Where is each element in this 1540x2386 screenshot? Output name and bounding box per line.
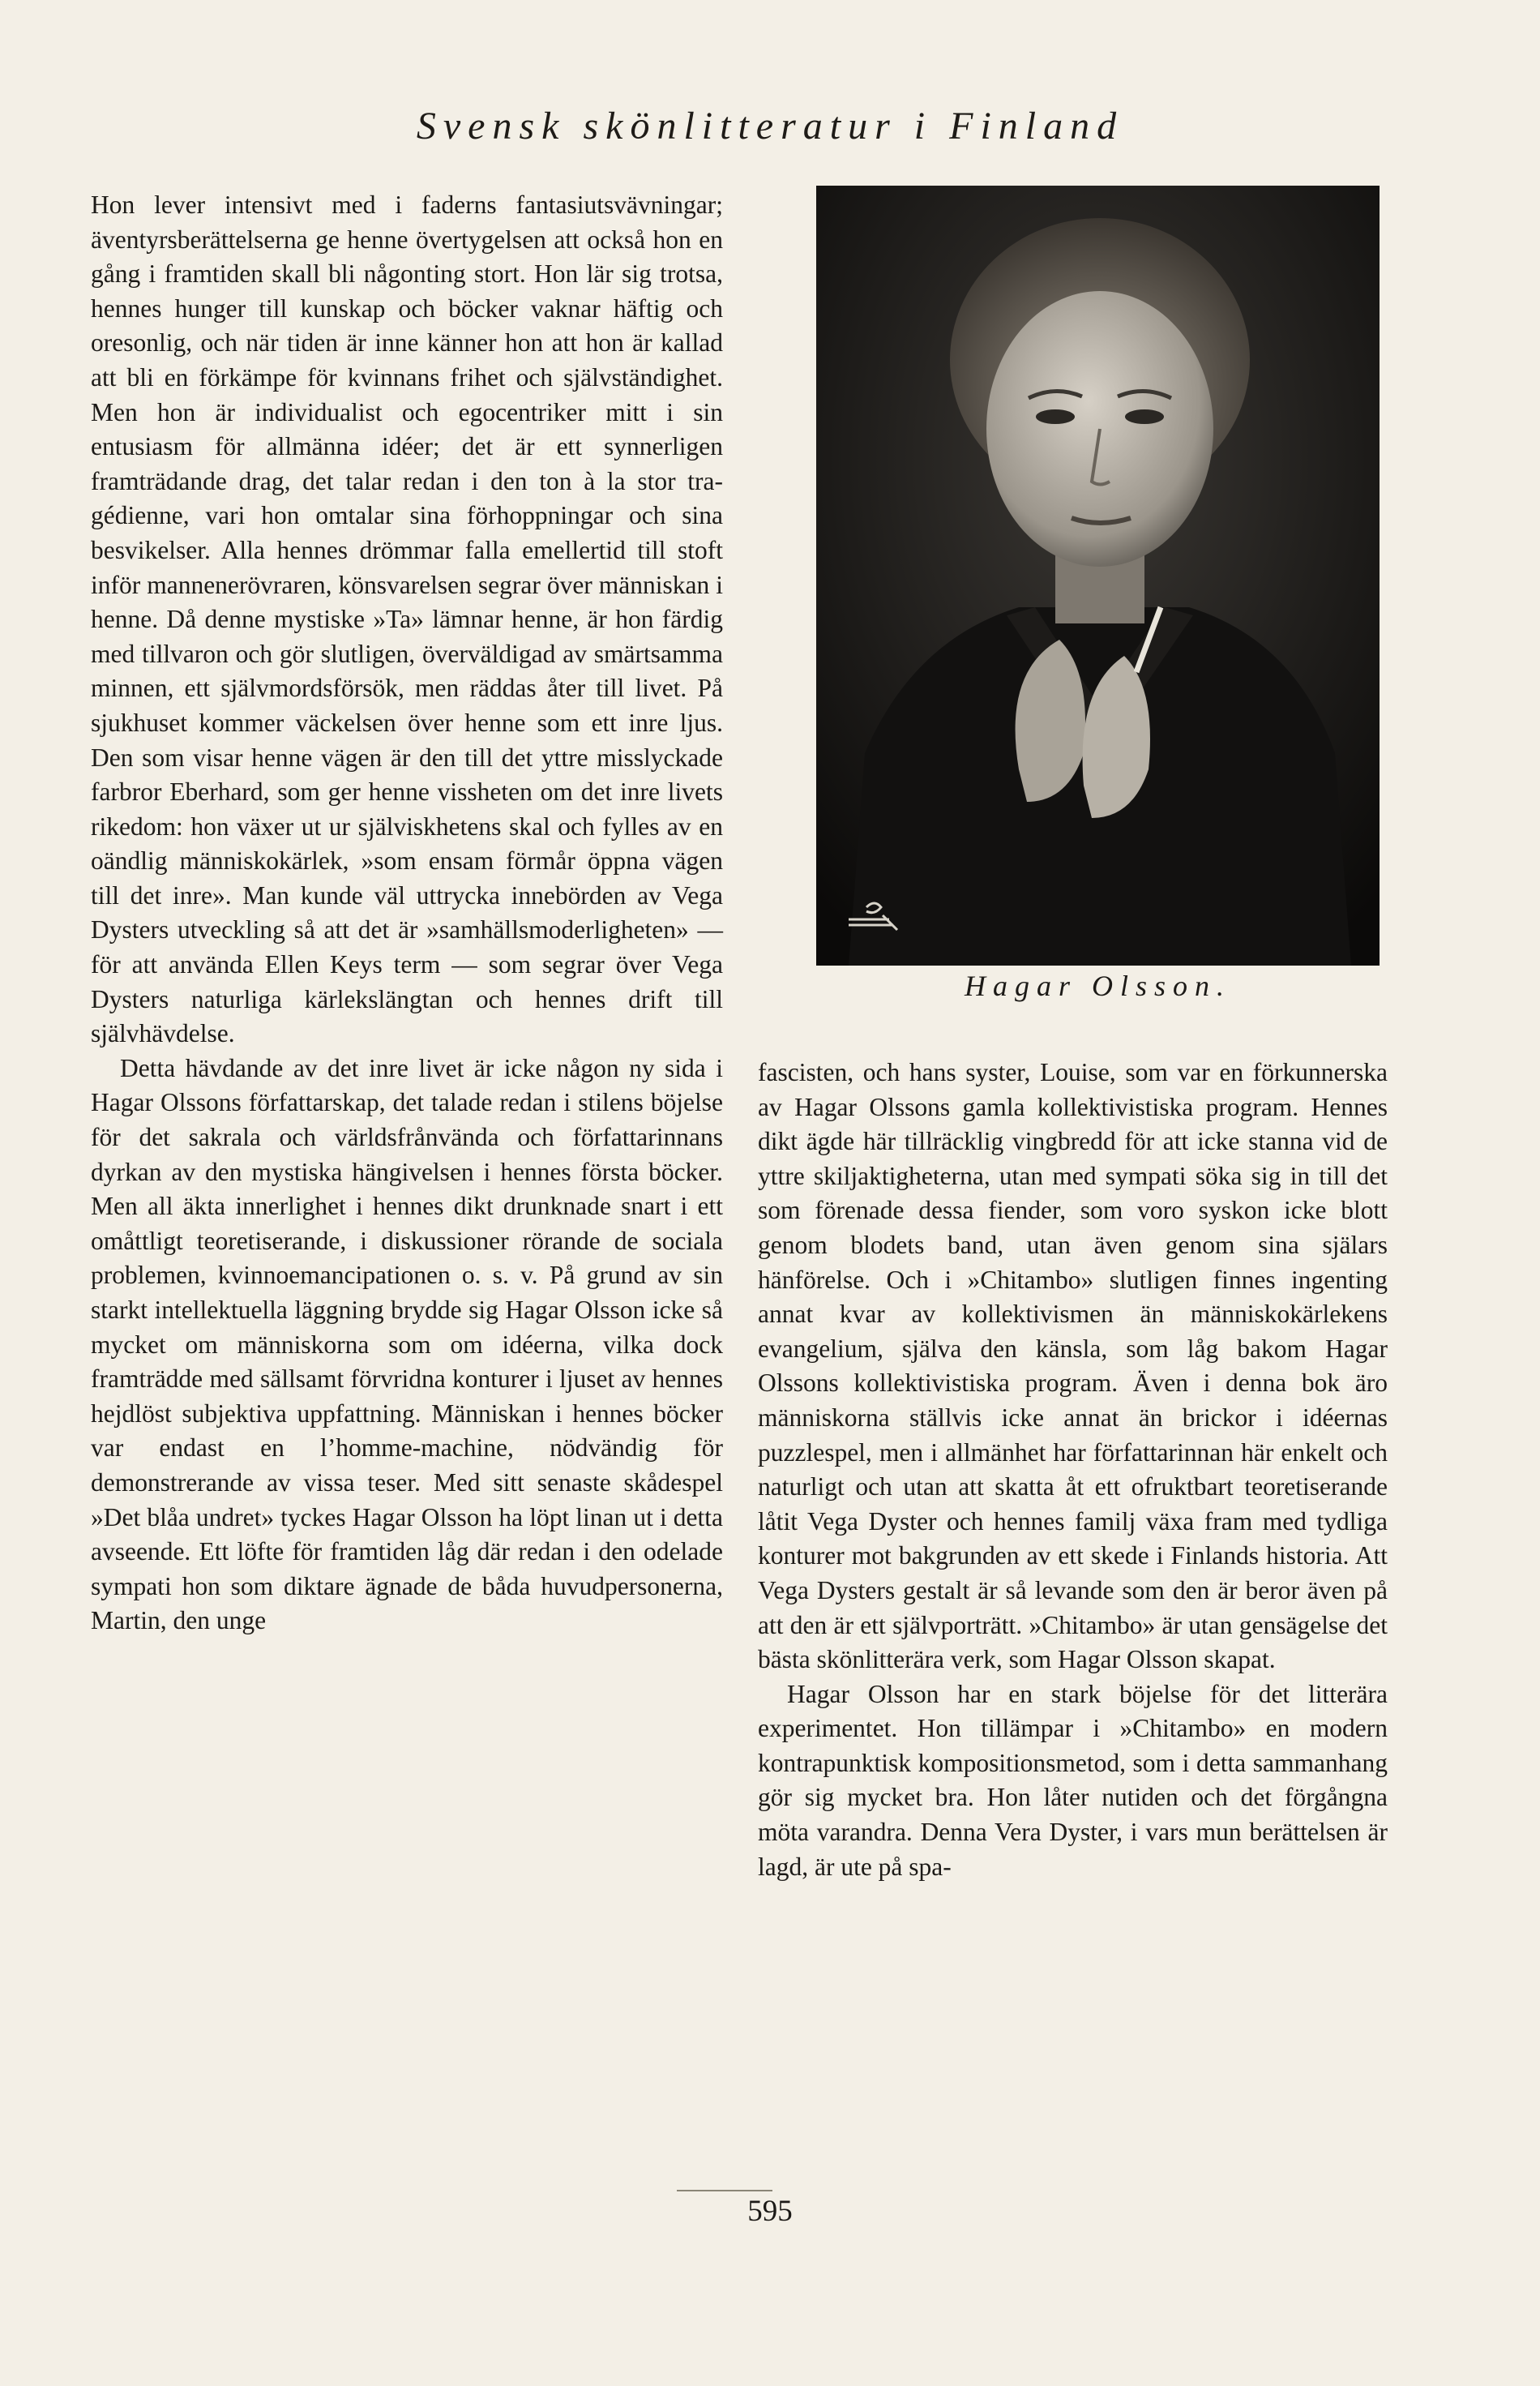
running-header: Svensk skönlitteratur i Finland [416,105,1124,148]
paragraph: Hagar Olsson har en stark böjelse för det litterära experimentet. Hon tillämpar i »Chitambo» en modern kontrapunktisk kompositionsmetod, som i detta sammanhang gör sig mycket bra. Hon låter nutiden och det förgångna möta varandra. Denna Vera Dyster, i vars mun berättelsen är lagd, är ute på spa- [758,1679,1388,1881]
right-column [758,1056,1388,1884]
paragraph: Detta hävdande av det inre livet är icke någon ny sida i Hagar Olssons författarskap, det talade redan i stilens böjelse för det sakrala och världsfrånvända och författarinnans dyrkan av den mystiska hängivelsen i hennes första böcker. Men all äkta innerlighet i hennes dikt drunknade snart i ett omåttligt teoretiserande, i diskussioner rörande de sociala problemen, kvinnoemancipationen o. s. v. På grund av sin starkt intellektuella läggning brydde sig Hagar Olsson icke så mycket om människorna som om idéerna, vilka dock framträdde med sällsamt förvridna konturer i ljuset av hennes hejdlöst subjektiva uppfattning. Människan i hennes böcker var endast en l’homme-machine, nödvändig för demonstrerande av vissa teser. Med sitt senaste skådespel »Det blåa undret» tyckes Hagar Olsson ha löpt linan ut i detta avseende. Ett löfte för framtiden låg där redan i den odelade sympati hon som diktare ägnade de båda huvudpersonerna, Martin, den unge [91,1053,723,1635]
page-number-rule [677,2190,772,2191]
left-column [91,188,723,1639]
page-number: 595 [747,2195,793,2228]
paragraph: Hon lever intensivt med i faderns fantasiutsvävningar; äventyrsberättelserna ge henne övertygelsen att också hon en gång i framtiden skall bli någonting stort. Hon lär sig trotsa, hennes hunger till kunskap och böcker vaknar häftig och oresonlig, och när tiden är inne känner hon att hon är kallad att bli en förkämpe för kvinnans frihet och självständighet. Men hon är individualist och egocentriker mitt i sin entusiasm för allmänna idéer; det är ett synnerligen framträdande drag, det talar redan i den ton à la stor tragédienne, vari hon omtalar sina förhoppningar och sina besvikelser. Alla hennes drömmar falla emellertid till stoft inför mannenerövraren, könsvarelsen segrar över människan i henne. Då denne mystiske »Ta» lämnar henne, är hon färdig med tillvaron och gör slutligen, överväldigad av smärtsamma minnen, ett självmordsförsök, men räddas åter till livet. På sjukhuset kommer väckelsen över henne som ett inre ljus. Den som visar henne vägen är den till det yttre misslyckade farbror Eberhard, som ger henne vissheten om det inre livets rikedom: hon växer ut ur själviskhetens skal och fylles av en oändlig människokärlek, »som ensam förmår öppna vägen till det inre». Man kunde väl uttrycka innebörden av Vega Dysters utveckling så att det är »samhällsmoderligheten» — för att använda Ellen Keys term — som segrar över Vega Dysters naturliga kärlekslängtan och hennes drift till självhävdelse. [91,191,723,1048]
portrait-photo [816,186,1380,966]
paragraph: fascisten, och hans syster, Louise, som var en förkunnerska av Hagar Olssons gamla kollektivistiska program. Hennes dikt ägde här tillräcklig vingbredd för att icke stanna vid de yttre skiljaktigheterna, utan med sympati söka sig in till det som förenade dessa fiender, som voro syskon icke blott genom blodets band, utan även genom sina själars hänförelse. Och i »Chitambo» slutligen finnes ingenting annat kvar av kollektivismen än människokärlekens evangelium, själva den känsla, som låg bakom Hagar Olssons kollektivistiska program. Även i denna bok äro människorna ställvis icke annat än brickor i idéernas puzzlespel, men i allmänhet har författarinnan här enkelt och naturligt och utan att skatta åt ett ofruktbart teoretiserande låtit Vega Dyster och hennes familj växa fram med tydliga konturer mot bakgrunden av ett skede i Finlands historia. Att Vega Dysters gestalt är så levande som den är beror även på att den är ett självporträtt. »Chitambo» är utan gensägelse det bästa skönlitterära verk, som Hagar Olsson skapat. [758,1058,1388,1674]
photo-caption: Hagar Olsson. [964,970,1232,1002]
